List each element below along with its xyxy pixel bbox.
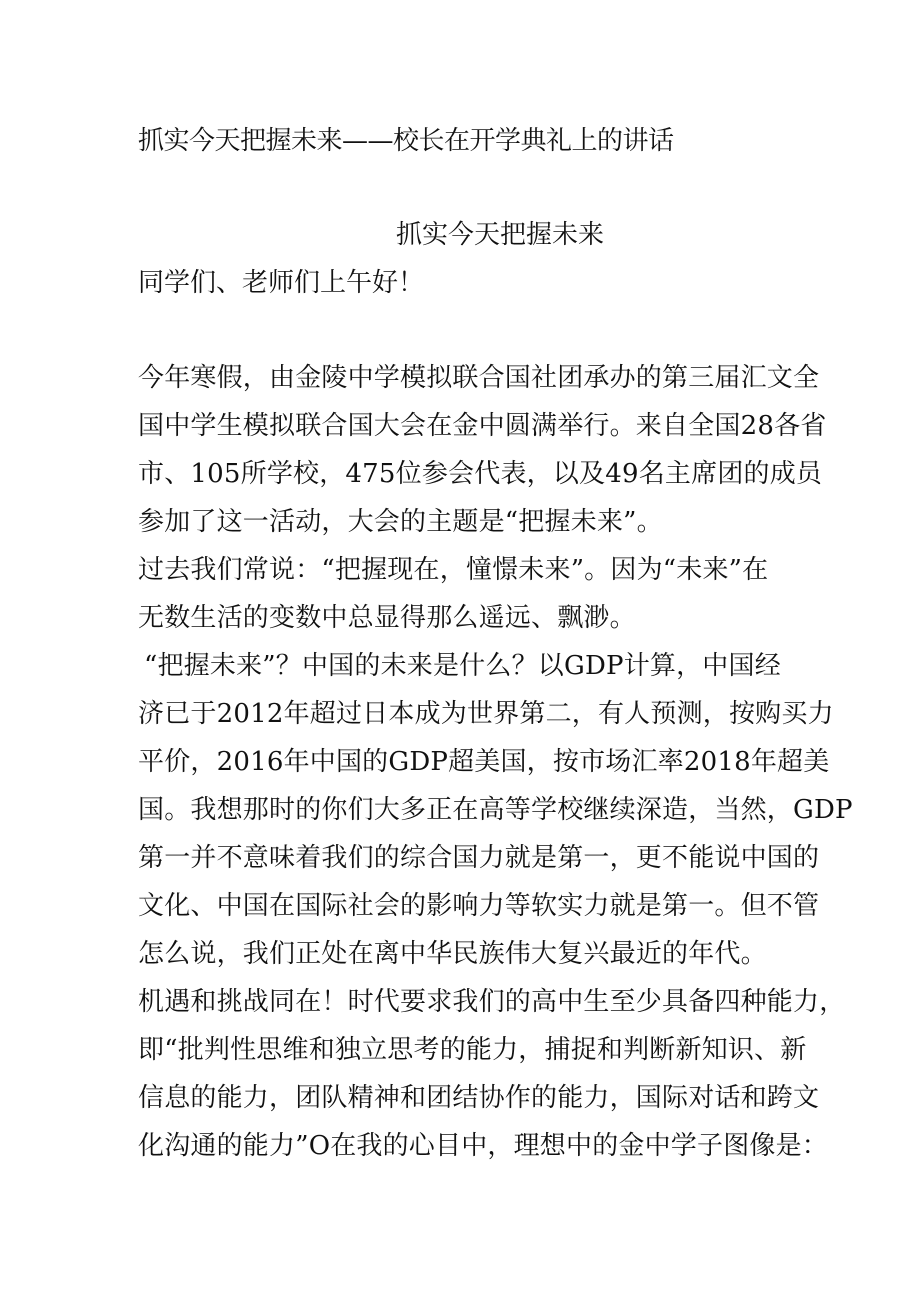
body-line: 化沟通的能力”O在我的心目中，理想中的金中学子图像是： bbox=[138, 1131, 829, 1161]
body-line: 国中学生模拟联合国大会在金中圆满举行。来自全国28各省 bbox=[138, 411, 827, 441]
greeting-line: 同学们、老师们上午好！ bbox=[138, 268, 425, 298]
body-line: 怎么说，我们正处在离中华民族伟大复兴最近的年代。 bbox=[138, 939, 767, 969]
body-line: 文化、中国在国际社会的影响力等软实力就是第一。但不管 bbox=[138, 891, 820, 921]
body-line: 第一并不意味着我们的综合国力就是第一，更不能说中国的 bbox=[138, 843, 820, 873]
body-line: 济已于2012年超过日本成为世界第二，有人预测，按购买力 bbox=[138, 699, 834, 729]
body-line: 今年寒假，由金陵中学模拟联合国社团承办的第三届汇文全 bbox=[138, 363, 820, 393]
speech-subtitle: 抓实今天把握未来 bbox=[395, 220, 604, 250]
body-line: 市、105所学校，475位参会代表，以及49名主席团的成员 bbox=[138, 459, 823, 489]
body-line: 无数生活的变数中总显得那么遥远、飘渺。 bbox=[138, 603, 636, 633]
body-line: 平价，2016年中国的GDP超美国，按市场汇率2018年超美 bbox=[138, 747, 830, 777]
document-title: 抓实今天把握未来——校长在开学典礼上的讲话 bbox=[138, 126, 674, 156]
body-line: “把握未来”？中国的未来是什么？以GDP计算，中国经 bbox=[144, 651, 781, 681]
body-line: 即“批判性思维和独立思考的能力，捕捉和判断新知识、新 bbox=[138, 1035, 807, 1065]
body-line: 机遇和挑战同在！时代要求我们的高中生至少具备四种能力， bbox=[138, 987, 846, 1017]
body-line: 过去我们常说：“把握现在，憧憬未来”。因为“未来”在 bbox=[138, 555, 769, 585]
body-line: 国。我想那时的你们大多正在高等学校继续深造，当然，GDP bbox=[138, 795, 853, 825]
body-line: 信息的能力，团队精神和团结协作的能力，国际对话和跨文 bbox=[138, 1083, 820, 1113]
body-line: 参加了这一活动，大会的主题是“把握未来”。 bbox=[138, 507, 663, 537]
